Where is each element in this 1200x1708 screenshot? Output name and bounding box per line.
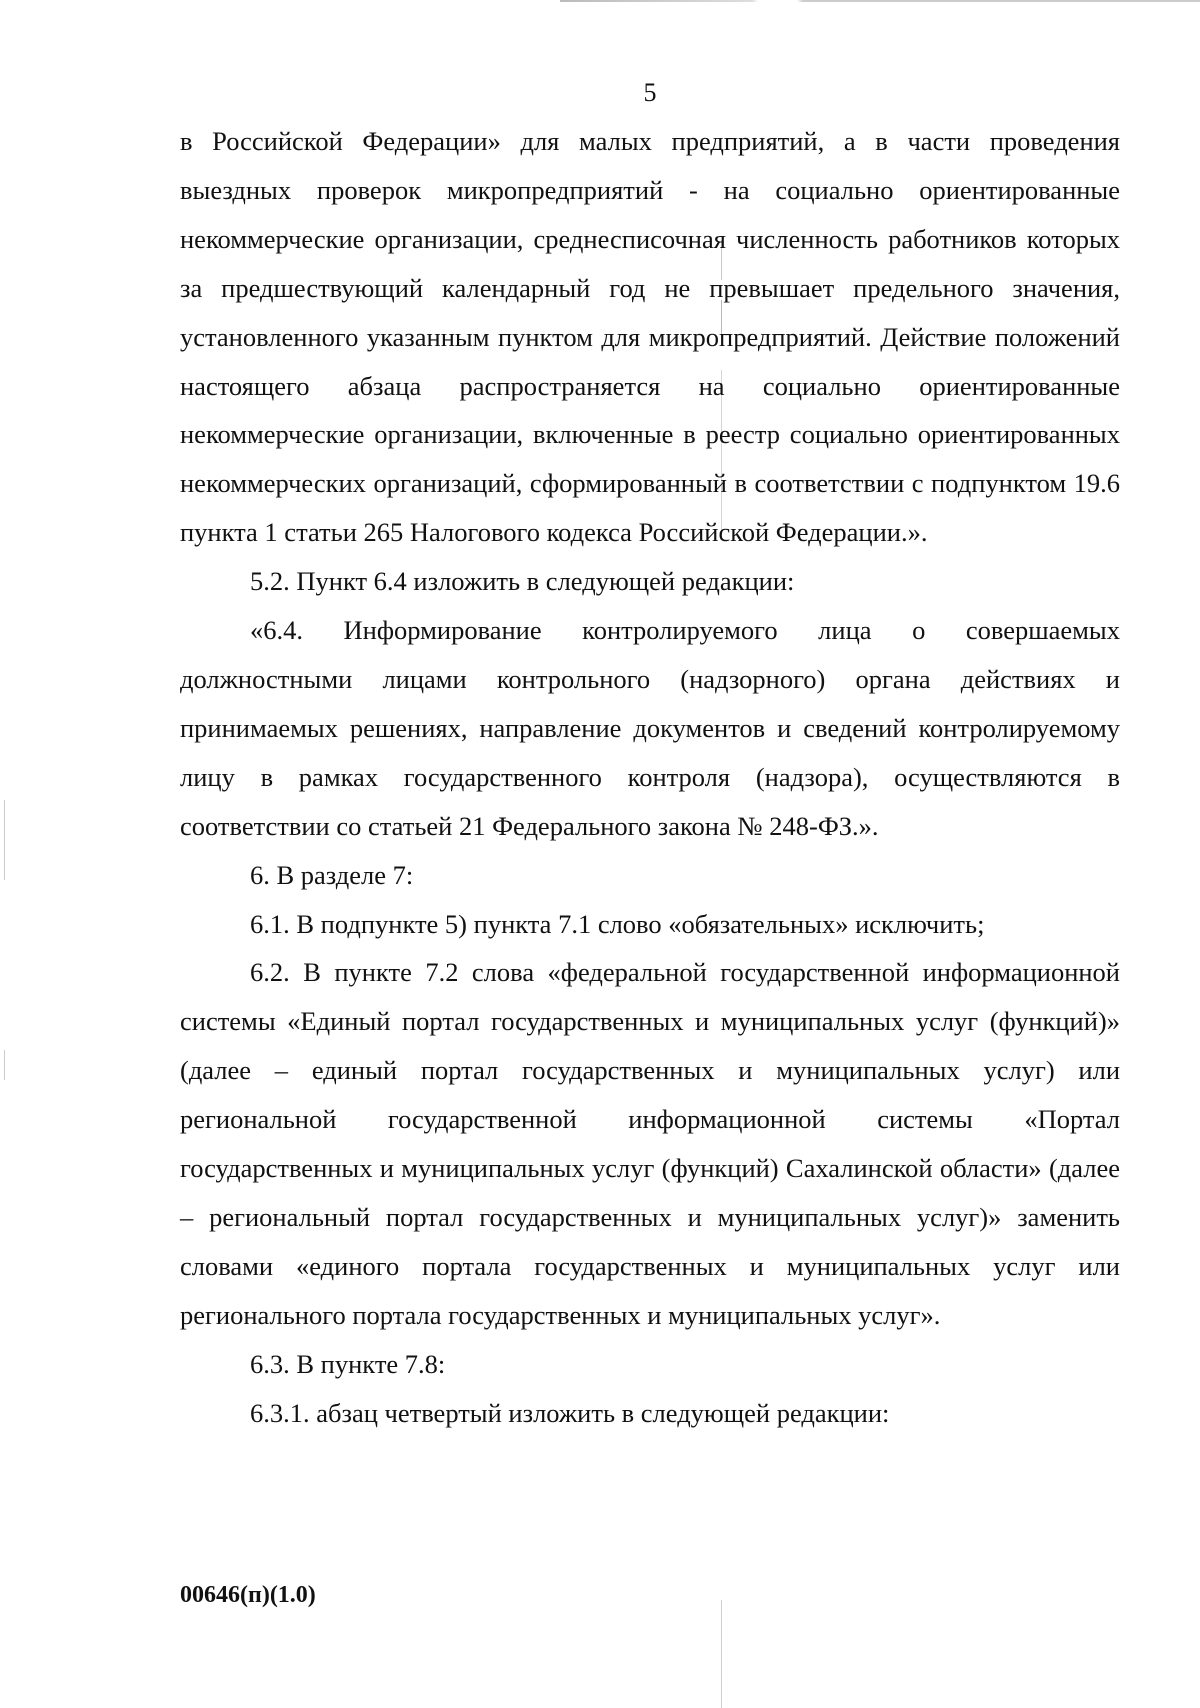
scan-top-edge	[560, 0, 1200, 2]
scan-fold-mark	[721, 1600, 722, 1708]
paragraph: 5.2. Пункт 6.4 изложить в следующей редакции:	[250, 566, 795, 597]
scan-left-edge	[4, 1050, 5, 1080]
scan-left-edge	[4, 800, 5, 880]
document-body	[180, 117, 1120, 1437]
page-number: 5	[643, 78, 657, 107]
paragraph: 6.2. В пункте 7.2 слова «федеральной государственной информационной системы «Единый портал государственных и муниципальных услуг (функций)» (далее – единый портал государственных и муниципальных услуг) или региональной государственной информационной системы «Портал государственных и муниципальных услуг (функций) Сахалинской области» (далее – региональный портал государственных и муниципальных услуг)» заменить словами «единого портала государственных и муниципальных услуг или регионального портала государственных и муниципальных услуг».	[180, 957, 1120, 1330]
paragraph: «6.4. Информирование контролируемого лица о совершаемых должностными лицами контрольного (надзорного) органа действиях и принимаемых решениях, направление документов и сведений контролируемому лицу в рамках государственного контроля (надзора), осуществляются в соответствии со статьей 21 Федерального закона № 248-ФЗ.».	[180, 615, 1120, 841]
paragraph: 6.3. В пункте 7.8:	[250, 1348, 446, 1379]
paragraph: 6. В разделе 7:	[250, 859, 414, 890]
document-code: 00646(п)(1.0)	[180, 1582, 316, 1608]
paragraph: 6.1. В подпункте 5) пункта 7.1 слово «обязательных» исключить;	[250, 908, 985, 939]
paragraph: в Российской Федерации» для малых предприятий, а в части проведения выездных проверок микропредприятий - на социально ориентированные некоммерческие организации, среднесписочная численность работников которых за предшествующий календарный год не превышает предельного значения, установленного указанным пунктом для микропредприятий. Действие положений настоящего абзаца распространяется на социально ориентированные некоммерческие организации, включенные в реестр социально ориентированных некоммерческих организаций, сформированный в соответствии с подпунктом 19.6 пункта 1 статьи 265 Налогового кодекса Российской Федерации.».	[180, 126, 1120, 548]
paragraph: 6.3.1. абзац четвертый изложить в следующей редакции:	[250, 1397, 890, 1428]
